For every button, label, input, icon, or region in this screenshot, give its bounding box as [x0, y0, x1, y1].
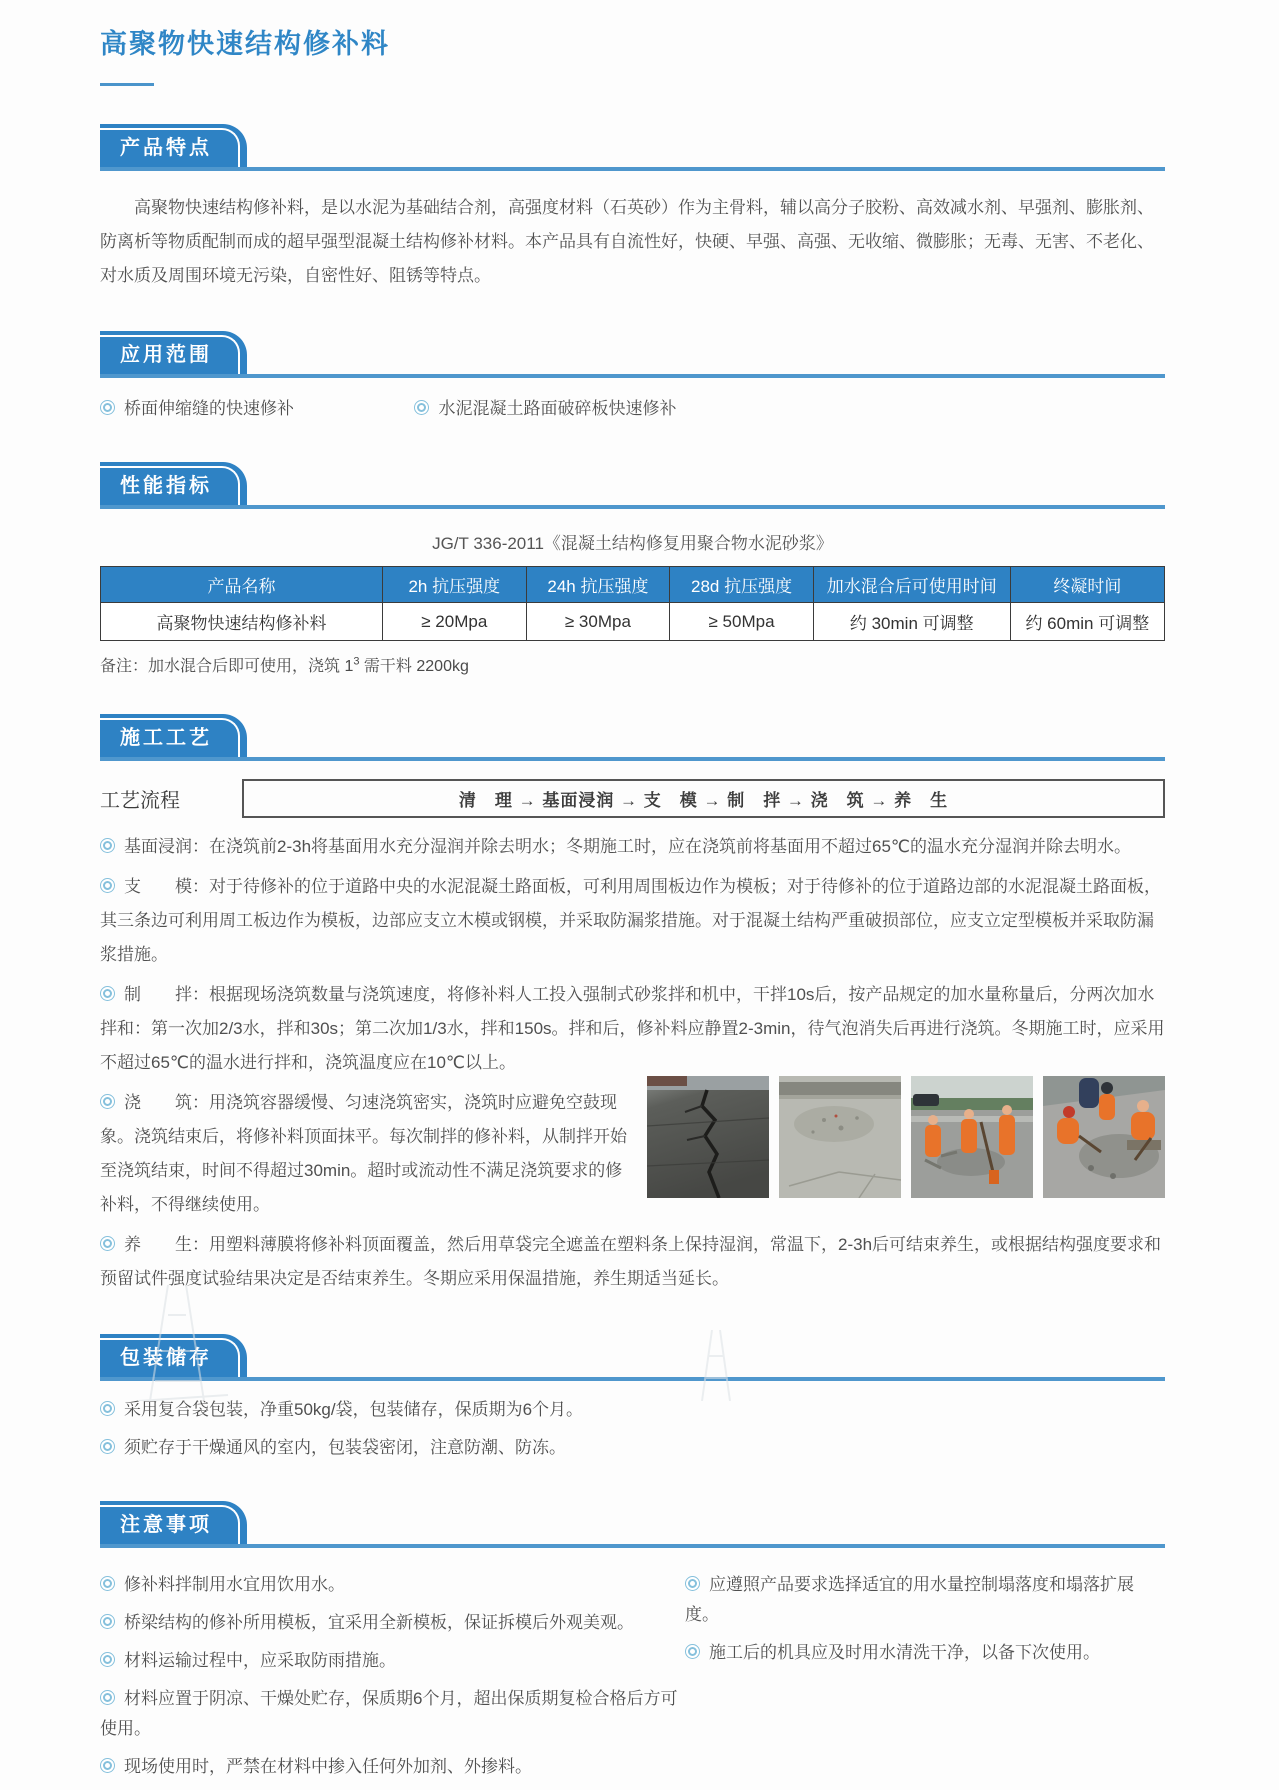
application-item-label: 桥面伸缩缝的快速修补	[124, 399, 294, 418]
packaging-item-label: 采用复合袋包装，净重50kg/袋，包装储存，保质期为6个月。	[124, 1400, 584, 1419]
step-text: 支 模：对于待修补的位于道路中央的水泥混凝土路面板，可利用周围板边作为模板；对于待修补的位于道路边部的水泥混凝土路面板，其三条边可利用周工板边作为模板，边部应支立木模或钢模，并采取防漏浆措施。对于混凝土结构严重破损部位，应支立定型模板并采取防漏浆措施。	[100, 877, 1161, 964]
list-item	[100, 1433, 1165, 1463]
ring-bullet-icon	[100, 1652, 115, 1667]
list-item	[100, 394, 410, 424]
process-step	[100, 830, 1165, 864]
ring-bullet-icon	[685, 1644, 700, 1659]
section-header-packaging	[100, 1334, 1165, 1381]
note-item-label: 材料运输过程中，应采取防雨措施。	[124, 1651, 396, 1670]
list-item	[100, 1646, 685, 1676]
list-item	[685, 1638, 1165, 1668]
list-item	[100, 1395, 1165, 1425]
document-page	[100, 0, 1165, 1790]
process-photo-strip	[647, 1076, 1165, 1198]
note-item-label: 现场使用时，严禁在材料中掺入任何外加剂、外掺料。	[124, 1757, 532, 1776]
application-item-label: 水泥混凝土路面破碎板快速修补	[438, 399, 677, 418]
flow-diagram: 清 理 → 基面浸润 → 支 模 → 制 拌 → 浇 筑 → 养 生	[242, 779, 1165, 818]
process-step	[100, 1228, 1165, 1296]
ring-bullet-icon	[100, 1690, 115, 1705]
note-item-label: 修补料拌制用水宜用饮用水。	[124, 1575, 345, 1594]
section-tab	[100, 124, 247, 167]
list-item	[100, 1608, 685, 1638]
table-cell: ≥ 20Mpa	[382, 603, 526, 641]
section-header-features	[100, 124, 1165, 171]
photo-broken-slab-surface	[779, 1076, 901, 1198]
process-step	[100, 978, 1165, 1080]
ring-bullet-icon	[100, 838, 115, 853]
table-header-cell: 2h 抗压强度	[382, 567, 526, 603]
step-text: 浇 筑：用浇筑容器缓慢、匀速浇筑密实，浇筑时应避免空鼓现象。浇筑结束后，将修补料顶面抹平。每次制拌的修补料，从制拌开始至浇筑结束，时间不得超过30min。超时或流动性不满足浇筑要求的修补料，不得继续使用。	[100, 1093, 627, 1214]
page-title: 高聚物快速结构修补料	[100, 29, 390, 59]
ring-bullet-icon	[414, 400, 429, 415]
table-header-cell: 终凝时间	[1010, 567, 1164, 603]
ring-bullet-icon	[685, 1576, 700, 1591]
section-heading-application: 应用范围	[100, 335, 240, 374]
table-note: 备注：加水混合后即可使用，浇筑 $1^3$ 需干料 2200kg	[100, 655, 469, 675]
section-tab	[100, 331, 247, 374]
ring-bullet-icon	[100, 1401, 115, 1416]
section-heading-packaging: 包装储存	[100, 1338, 240, 1377]
table-header-row	[101, 567, 1165, 603]
performance-table	[100, 566, 1165, 641]
list-item	[100, 1684, 685, 1744]
ring-bullet-icon	[100, 400, 115, 415]
features-paragraph: 高聚物快速结构修补料，是以水泥为基础结合剂，高强度材料（石英砂）作为主骨料，辅以高分子胶粉、高效减水剂、早强剂、膨胀剂、防离析等物质配制而成的超早强型混凝土结构修补材料。本产品具有自流性好，快硬、早强、高强、无收缩、微膨胀；无毒、无害、不老化、对水质及周围环境无污染，自密性好、阻锈等特点。	[100, 198, 1154, 285]
photo-road-repair-workers	[911, 1076, 1033, 1198]
section-heading-process: 施工工艺	[100, 718, 240, 757]
photo-cracked-dark-pavement	[647, 1076, 769, 1198]
section-header-performance	[100, 462, 1165, 509]
section-heading-notes: 注意事项	[100, 1505, 240, 1544]
section-tab	[100, 714, 247, 757]
section-header-notes	[100, 1501, 1165, 1548]
table-header-cell: 加水混合后可使用时间	[813, 567, 1010, 603]
ring-bullet-icon	[100, 878, 115, 893]
ring-bullet-icon	[100, 986, 115, 1001]
application-items	[100, 394, 1165, 424]
table-header-cell: 产品名称	[101, 567, 383, 603]
table-row	[101, 603, 1165, 641]
step-text: 养 生：用塑料薄膜将修补料顶面覆盖，然后用草袋完全遮盖在塑料条上保持湿润，常温下，2-3h后可结束养生，或根据结构强度要求和预留试件强度试验结果决定是否结束养生。冬期应采用保温措施，养生期适当延长。	[100, 1235, 1162, 1288]
section-header-application	[100, 331, 1165, 378]
ring-bullet-icon	[100, 1758, 115, 1773]
title-underline	[100, 83, 154, 86]
notes-left-column	[100, 1562, 685, 1790]
note-item-label: 施工后的机具应及时用水清洗干净，以备下次使用。	[709, 1643, 1100, 1662]
table-cell: 高聚物快速结构修补料	[101, 603, 383, 641]
notes-right-column	[685, 1562, 1165, 1790]
packaging-item-label: 须贮存于干燥通风的室内，包装袋密闭，注意防潮、防冻。	[124, 1438, 566, 1457]
table-cell: 约 60min 可调整	[1010, 603, 1164, 641]
list-item	[100, 1752, 685, 1782]
section-heading-performance: 性能指标	[100, 466, 240, 505]
table-header-cell: 28d 抗压强度	[670, 567, 814, 603]
process-step	[100, 870, 1165, 972]
ring-bullet-icon	[100, 1614, 115, 1629]
list-item	[100, 1570, 685, 1600]
step-text: 基面浸润：在浇筑前2-3h将基面用水充分湿润并除去明水；冬期施工时，应在浇筑前将基面用不超过65℃的温水充分湿润并除去明水。	[124, 837, 1132, 856]
section-header-process	[100, 714, 1165, 761]
ring-bullet-icon	[100, 1439, 115, 1454]
table-cell: 约 30min 可调整	[813, 603, 1010, 641]
standard-reference: JG/T 336-2011《混凝土结构修复用聚合物水泥砂浆》	[432, 534, 833, 553]
section-tab	[100, 1334, 247, 1377]
table-cell: ≥ 50Mpa	[670, 603, 814, 641]
ring-bullet-icon	[100, 1094, 115, 1109]
step-text: 制 拌：根据现场浇筑数量与浇筑速度，将修补料人工投入强制式砂浆拌和机中，干拌10s后，按产品规定的加水量称量后，分两次加水拌和：第一次加2/3水，拌和30s；第二次加1/3水，拌和150s。拌和后，修补料应静置2-3min，待气泡消失后再进行浇筑。冬期施工时，应采用不超过65℃的温水进行拌和，浇筑温度应在10℃以上。	[100, 985, 1165, 1072]
section-tab	[100, 1501, 247, 1544]
process-flow	[100, 779, 1165, 818]
note-item-label: 桥梁结构的修补所用模板，宜采用全新模板，保证拆模后外观美观。	[124, 1613, 634, 1632]
note-item-label: 应遵照产品要求选择适宜的用水量控制塌落度和塌落扩展度。	[685, 1575, 1134, 1624]
photo-workers-placing-mortar	[1043, 1076, 1165, 1198]
flow-label: 工艺流程	[100, 790, 180, 812]
section-heading-features: 产品特点	[100, 128, 240, 167]
table-cell: ≥ 30Mpa	[526, 603, 670, 641]
notes-columns	[100, 1562, 1165, 1790]
ring-bullet-icon	[100, 1236, 115, 1251]
list-item	[414, 394, 676, 424]
ring-bullet-icon	[100, 1576, 115, 1591]
table-header-cell: 24h 抗压强度	[526, 567, 670, 603]
note-item-label: 材料应置于阴凉、干燥处贮存，保质期6个月，超出保质期复检合格后方可使用。	[100, 1689, 678, 1738]
section-tab	[100, 462, 247, 505]
list-item	[685, 1570, 1165, 1630]
